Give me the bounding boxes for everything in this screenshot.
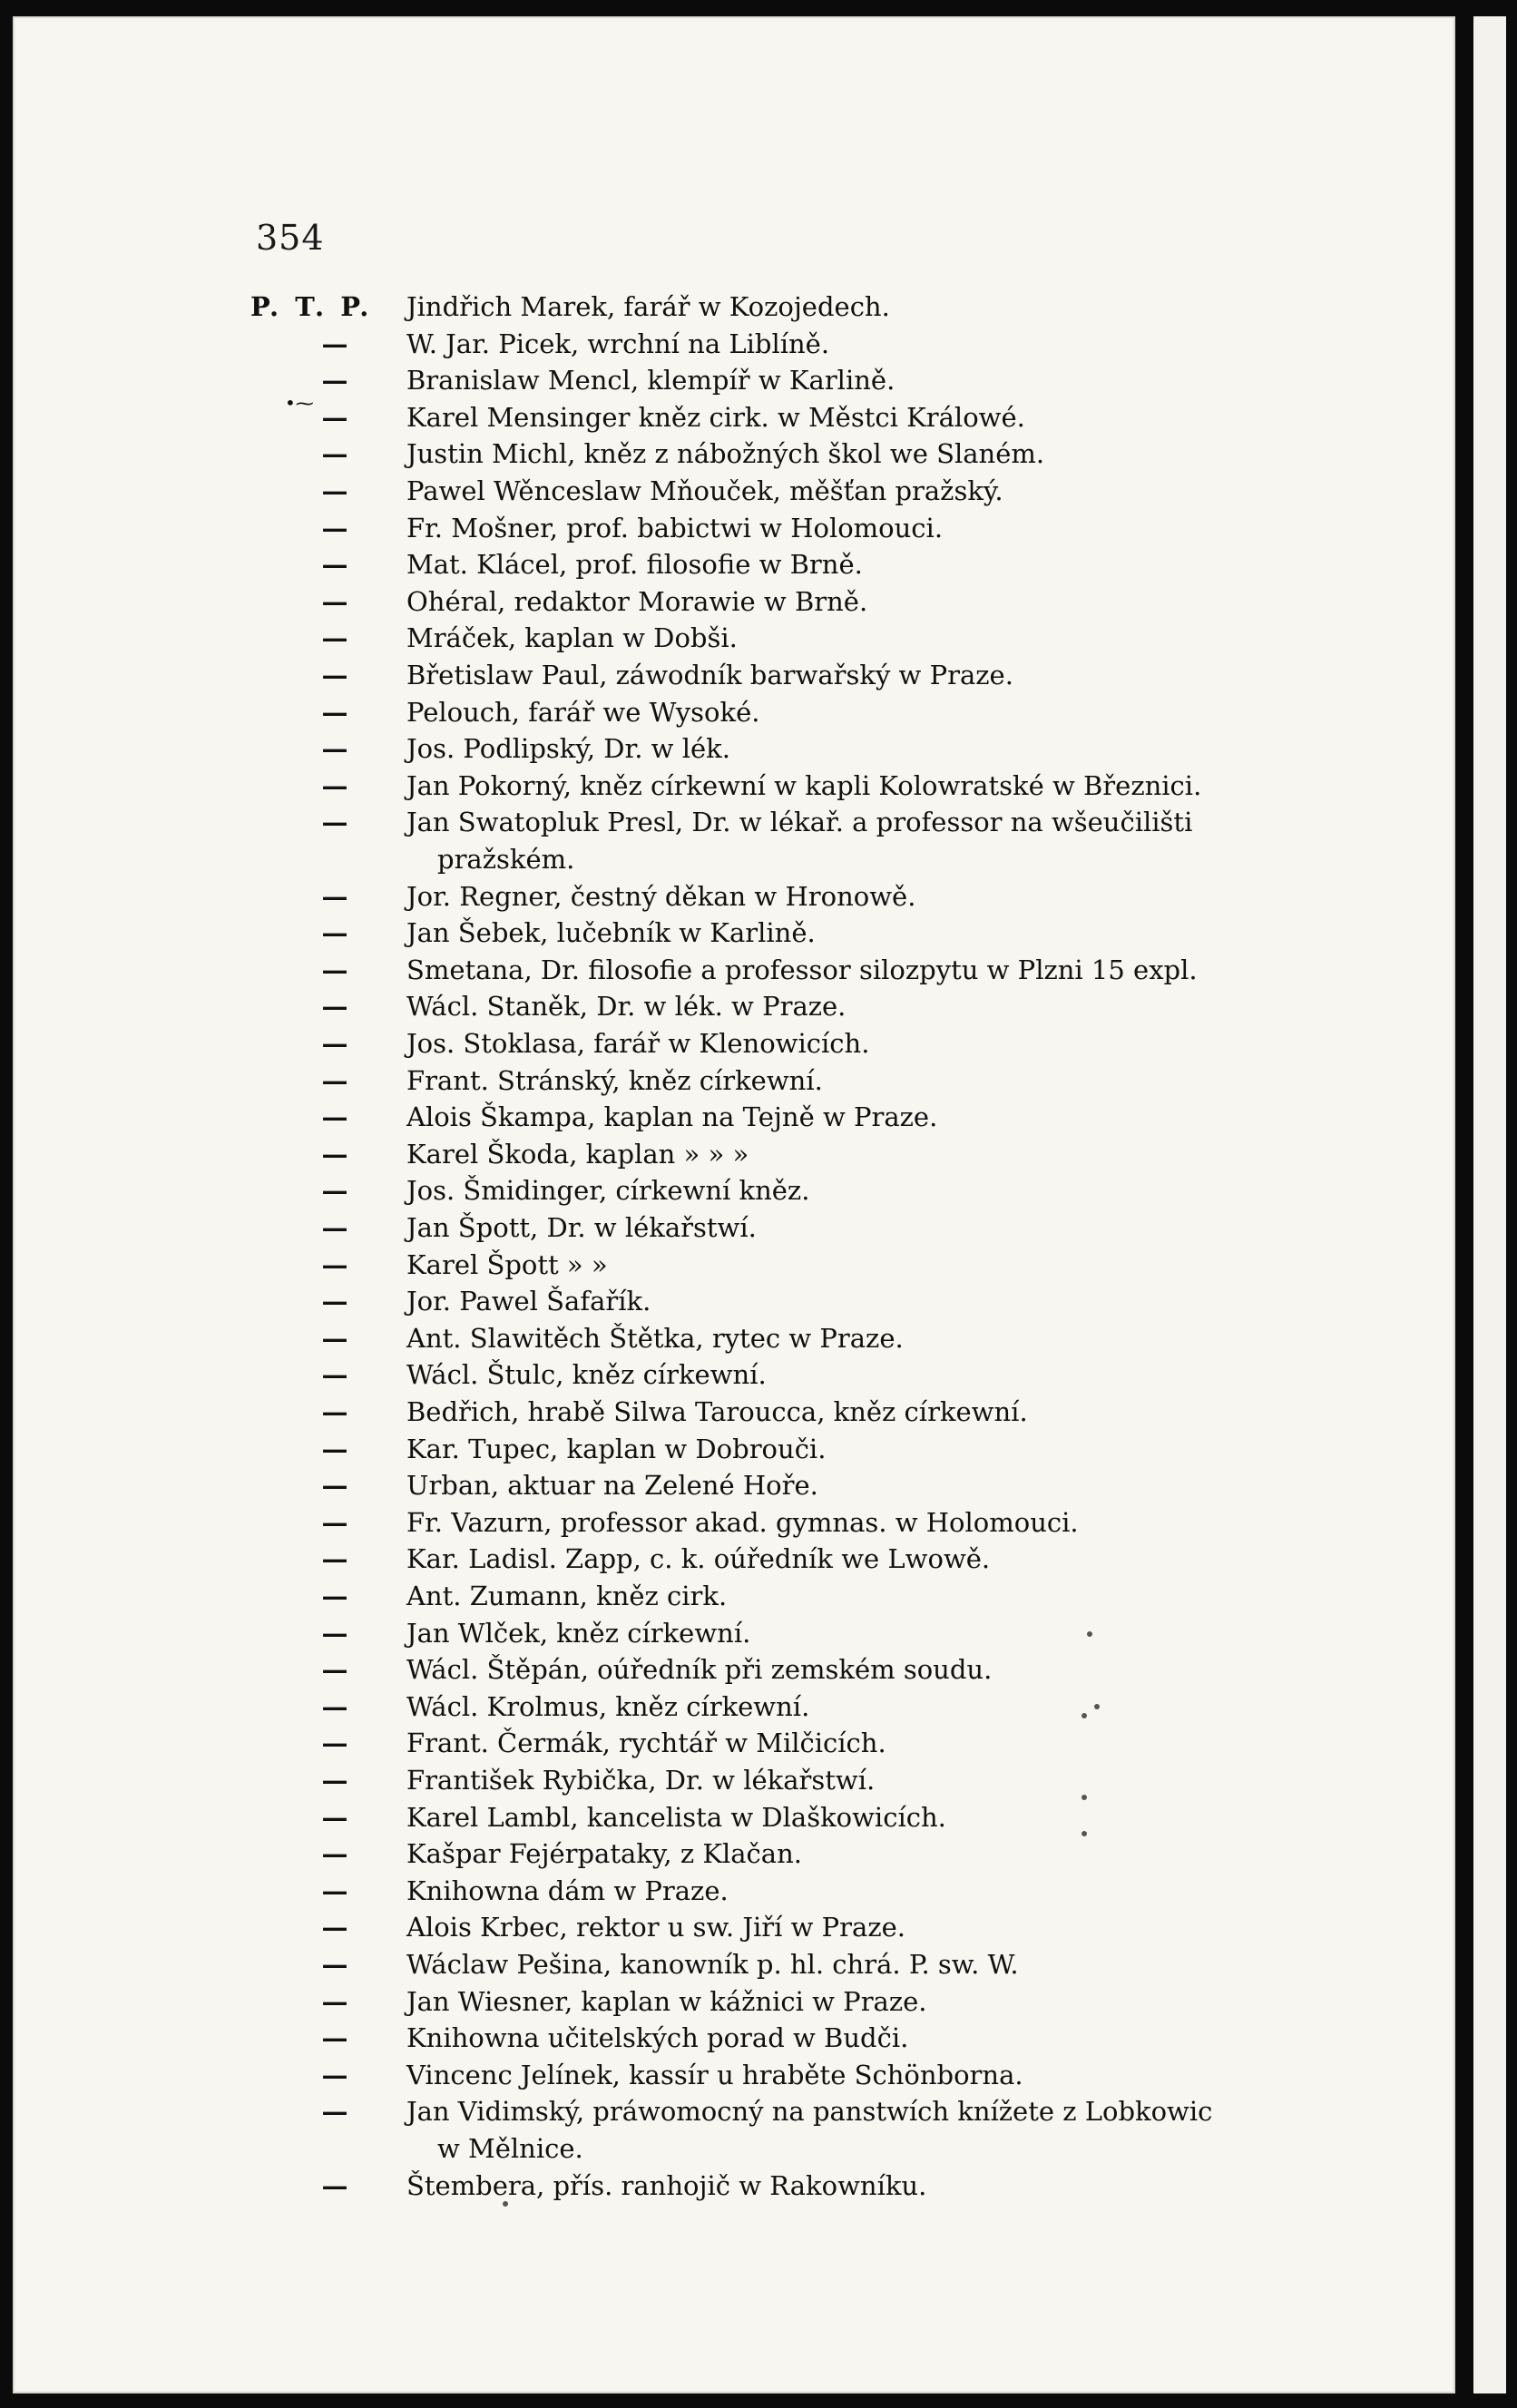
- dash-marker: —: [321, 1949, 348, 1980]
- entry-text: Justin Michl, kněz z nábožných škol we Slaném.: [406, 438, 1045, 470]
- list-item: [13, 362, 1455, 398]
- dash-marker: —: [321, 2022, 348, 2054]
- entry-text: Jan Pokorný, kněz církewní w kapli Kolowratské w Březnici.: [406, 769, 1202, 801]
- entry-text: Karel Mensinger kněz cirk. w Městci Králowé.: [406, 401, 1025, 433]
- list-item: [13, 1689, 1455, 1725]
- dash-marker: —: [321, 1322, 348, 1354]
- list-item: [13, 1025, 1455, 1062]
- entry-text: Jan Šebek, lučebník w Karlině.: [406, 917, 816, 949]
- dash-marker: —: [321, 1286, 348, 1317]
- list-item: [13, 657, 1455, 693]
- list-item: [13, 1320, 1455, 1356]
- list-item: [13, 1983, 1455, 2020]
- dash-marker: —: [321, 1654, 348, 1686]
- list-item: [13, 768, 1455, 804]
- dash-marker: —: [321, 401, 348, 433]
- entry-text: Frant. Čermák, rychtář w Milčicích.: [406, 1728, 886, 1759]
- dash-marker: —: [321, 660, 348, 690]
- list-item: [13, 473, 1455, 509]
- list-item: [13, 1283, 1455, 1319]
- entry-text: Branislaw Mencl, klempíř w Karlině.: [406, 365, 896, 396]
- list-item: [13, 1835, 1455, 1872]
- dash-marker: —: [321, 1617, 348, 1649]
- entry-text: Pawel Wěnceslaw Mňouček, měšťan pražský.: [406, 475, 1003, 506]
- dash-marker: —: [321, 1248, 348, 1280]
- list-item: [13, 1099, 1455, 1135]
- entry-text: Knihowna dám w Praze.: [406, 1875, 729, 1906]
- list-item: [13, 2130, 1455, 2167]
- dash-marker: —: [321, 1101, 348, 1133]
- dash-marker: —: [321, 585, 348, 617]
- dash-marker: —: [321, 954, 348, 985]
- list-item: [13, 399, 1455, 436]
- list-item: [13, 1541, 1455, 1577]
- list-item: [13, 2093, 1455, 2129]
- dash-marker: —: [321, 1728, 348, 1759]
- list-item: [13, 2020, 1455, 2056]
- dash-marker: —: [321, 1470, 348, 1502]
- list-item: [13, 510, 1455, 546]
- list-item: [13, 1873, 1455, 1909]
- entry-text: Jos. Stoklasa, farář w Klenowicích.: [406, 1028, 870, 1059]
- dash-marker: —: [321, 1581, 348, 1611]
- dash-marker: —: [321, 696, 348, 728]
- dash-marker: —: [321, 549, 348, 581]
- list-item: [13, 1209, 1455, 1246]
- dash-marker: —: [321, 1912, 348, 1943]
- list-item: [13, 1431, 1455, 1467]
- entry-text: Wácl. Štěpán, oúředník při zemském soudu.: [406, 1654, 993, 1686]
- entry-text: Alois Škampa, kaplan na Tejně w Praze.: [406, 1101, 938, 1133]
- dash-marker: —: [321, 1433, 348, 1464]
- entry-text: Ant. Slawitěch Štětka, rytec w Praze.: [406, 1322, 904, 1354]
- entry-text: Smetana, Dr. filosofie a professor silozpytu w Plzni 15 expl.: [406, 954, 1198, 985]
- list-item: [13, 1615, 1455, 1651]
- list-item: [13, 1356, 1455, 1393]
- dash-marker: —: [321, 1801, 348, 1833]
- list-item: [13, 1909, 1455, 1945]
- dash-marker: —: [321, 807, 348, 838]
- dash-marker: —: [321, 769, 348, 801]
- dash-marker: —: [321, 1138, 348, 1170]
- entry-text: Štembera, přís. ranhojič w Rakowníku.: [406, 2169, 927, 2201]
- entry-text: W. Jar. Picek, wrchní na Liblíně.: [406, 328, 830, 359]
- list-item: [13, 1394, 1455, 1430]
- entry-text: pražském.: [437, 844, 575, 875]
- dash-marker: —: [321, 328, 348, 359]
- entry-text: Jindřich Marek, farář w Kozojedech.: [406, 291, 890, 322]
- entry-text: Jan Špott, Dr. w lékařstwí.: [406, 1212, 757, 1243]
- list-item: [13, 730, 1455, 767]
- list-item: [13, 1799, 1455, 1835]
- entry-text: Wácl. Štulc, kněz církewní.: [406, 1359, 767, 1391]
- entry-text: Fr. Mošner, prof. babictwi w Holomouci.: [406, 512, 944, 543]
- list-item: [13, 436, 1455, 472]
- list-item: [13, 694, 1455, 730]
- dash-marker: —: [321, 512, 348, 543]
- entry-text: Alois Krbec, rektor u sw. Jiří w Praze.: [406, 1912, 905, 1943]
- entry-text: Ant. Zumann, kněz cirk.: [406, 1581, 728, 1611]
- list-item: [13, 1062, 1455, 1099]
- list-item: [13, 2168, 1455, 2204]
- list-item: [13, 1946, 1455, 1982]
- dash-marker: —: [321, 2169, 348, 2201]
- list-item: [13, 952, 1455, 988]
- dash-marker: —: [321, 991, 348, 1023]
- list-item: [13, 1725, 1455, 1761]
- list-item: [13, 1136, 1455, 1172]
- entry-text: Pelouch, farář we Wysoké.: [406, 696, 760, 728]
- entry-text: Karel Škoda, kaplan » » »: [406, 1138, 749, 1170]
- dash-marker: —: [321, 2059, 348, 2090]
- entry-text: Kar. Tupec, kaplan w Dobrouči.: [406, 1433, 827, 1464]
- ink-speck: [1094, 1704, 1100, 1709]
- dash-marker: —: [321, 1028, 348, 1059]
- list-item: [13, 988, 1455, 1024]
- entry-text: Jan Swatopluk Presl, Dr. w lékař. a professor na wšeučilišti: [406, 807, 1193, 838]
- dash-marker: —: [321, 2096, 348, 2128]
- list-item: [13, 289, 1455, 325]
- entry-text: Vincenc Jelínek, kassír u hraběte Schönborna.: [406, 2059, 1023, 2090]
- ink-speck: [503, 2201, 508, 2207]
- book-page: [13, 16, 1455, 2393]
- entry-text: Jor. Pawel Šafařík.: [406, 1286, 651, 1317]
- page-number: 354: [256, 218, 325, 258]
- ink-speck: [1087, 1631, 1092, 1637]
- ink-speck: [1081, 1831, 1087, 1836]
- adjacent-page-edge: [1473, 16, 1506, 2393]
- list-item: [13, 878, 1455, 915]
- entry-text: Mráček, kaplan w Dobši.: [406, 622, 738, 654]
- margin-mark: •⁓: [285, 392, 314, 414]
- dash-marker: —: [321, 622, 348, 654]
- entry-text: Karel Lambl, kancelista w Dlaškowicích.: [406, 1801, 946, 1833]
- list-item: [13, 546, 1455, 582]
- entry-text: Jos. Podlipský, Dr. w lék.: [406, 733, 730, 765]
- list-item: [13, 1172, 1455, 1209]
- dash-marker: —: [321, 475, 348, 506]
- entry-text: Jor. Regner, čestný děkan w Hronowě.: [406, 880, 916, 912]
- entry-text: Bedřich, hrabě Silwa Taroucca, kněz církewní.: [406, 1396, 1028, 1427]
- dash-marker: —: [321, 1506, 348, 1538]
- list-item: [13, 841, 1455, 877]
- entry-text: Břetislaw Paul, záwodník barwařský w Praze.: [406, 660, 1013, 690]
- entry-text: Karel Špott » »: [406, 1248, 608, 1280]
- list-item: [13, 1247, 1455, 1283]
- list-item: [13, 915, 1455, 951]
- entry-text: Kašpar Fejérpataky, z Klačan.: [406, 1838, 802, 1870]
- list-item: [13, 326, 1455, 362]
- entry-text: Kar. Ladisl. Zapp, c. k. oúředník we Lwowě.: [406, 1543, 991, 1575]
- dash-marker: —: [321, 438, 348, 470]
- entry-text: Knihowna učitelských porad w Budči.: [406, 2022, 909, 2054]
- entry-text: Wáclaw Pešina, kanowník p. hl. chrá. P. sw. W.: [406, 1949, 1019, 1980]
- entry-text: Jos. Šmidinger, církewní kněz.: [406, 1175, 810, 1207]
- dash-marker: —: [321, 1396, 348, 1427]
- list-item: [13, 1578, 1455, 1614]
- dash-marker: —: [321, 365, 348, 396]
- dash-marker: —: [321, 733, 348, 765]
- list-item: [13, 1467, 1455, 1503]
- entry-text: Wácl. Staněk, Dr. w lék. w Praze.: [406, 991, 847, 1023]
- dash-marker: —: [321, 880, 348, 912]
- entry-text: Jan Wlček, kněz církewní.: [406, 1617, 751, 1649]
- entry-text: w Mělnice.: [437, 2133, 583, 2164]
- dash-marker: —: [321, 1359, 348, 1391]
- list-item: [13, 804, 1455, 840]
- entry-text: František Rybička, Dr. w lékařstwí.: [406, 1765, 876, 1796]
- dash-marker: —: [321, 1875, 348, 1906]
- dash-marker: —: [321, 1212, 348, 1243]
- dash-marker: —: [321, 1985, 348, 2017]
- list-item: [13, 1504, 1455, 1541]
- entry-text: Wácl. Krolmus, kněz církewní.: [406, 1690, 810, 1722]
- list-item: [13, 620, 1455, 656]
- ink-speck: [1081, 1713, 1087, 1718]
- entry-text: Mat. Klácel, prof. filosofie w Brně.: [406, 549, 863, 581]
- dash-marker: —: [321, 1543, 348, 1575]
- entry-text: Frant. Stránský, kněz církewní.: [406, 1064, 823, 1096]
- entry-text: Ohéral, redaktor Morawie w Brně.: [406, 585, 868, 617]
- dash-marker: —: [321, 1838, 348, 1870]
- dash-marker: —: [321, 1175, 348, 1207]
- dash-marker: —: [321, 1690, 348, 1722]
- entry-text: Fr. Vazurn, professor akad. gymnas. w Holomouci.: [406, 1506, 1079, 1538]
- title-prefix: P. T. P.: [250, 291, 373, 322]
- entry-text: Jan Vidimský, práwomocný na panstwích knížete z Lobkowic: [406, 2096, 1213, 2128]
- entry-text: Urban, aktuar na Zelené Hoře.: [406, 1470, 818, 1502]
- list-item: [13, 583, 1455, 620]
- list-item: [13, 2057, 1455, 2093]
- dash-marker: —: [321, 1064, 348, 1096]
- list-item: [13, 1651, 1455, 1688]
- list-item: [13, 1762, 1455, 1798]
- dash-marker: —: [321, 917, 348, 949]
- ink-speck: [1081, 1795, 1087, 1800]
- entry-text: Jan Wiesner, kaplan w kážnici w Praze.: [406, 1985, 927, 2017]
- dash-marker: —: [321, 1765, 348, 1796]
